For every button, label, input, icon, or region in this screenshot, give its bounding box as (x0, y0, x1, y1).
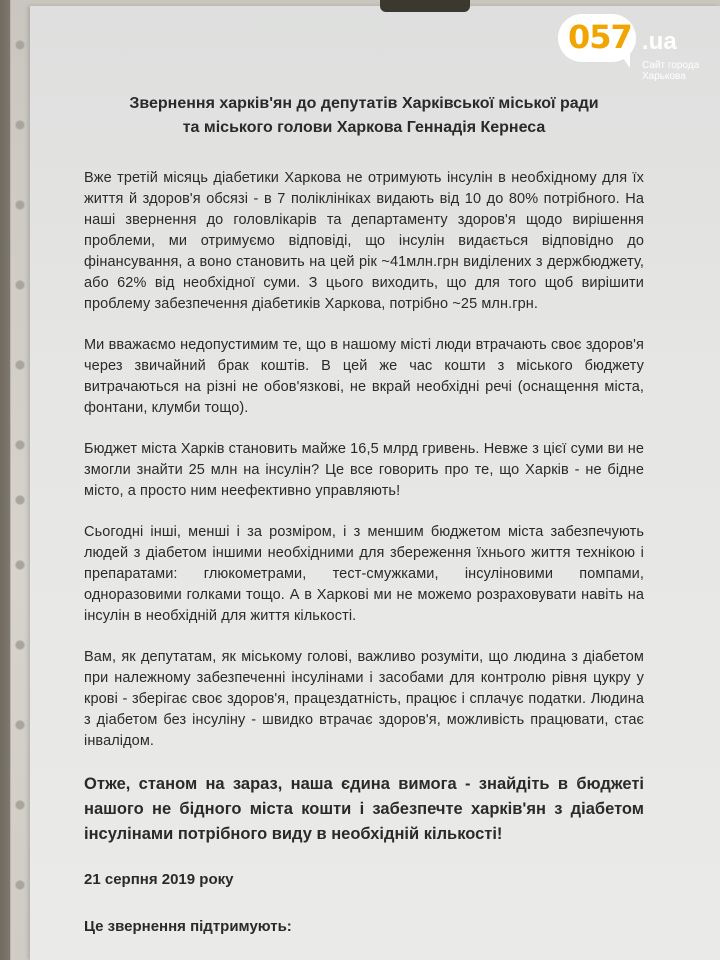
demand-statement: Отже, станом на зараз, наша єдина вимога - знайдіть в бюджеті нашого не бідного міста кошти і забезпечте харків'ян з діабетом інсулінами потрібного виду в необхідній кількості! (84, 775, 644, 843)
title-line-2: та міського голови Харкова Геннадія Кернеса (182, 119, 546, 136)
paragraph-1: Вже третій місяць діабетики Харкова не отримують інсулін в необхідному для їх життя й здоров'я обсязі - в 7 поліклініках видають від 10 до 80% потрібного. На наші звернення до головлікарів та департаменту здоров'я щодо вирішення проблеми, ми отримуємо відповіді, що інсулін видається відповідно до фінансування, а воно становить на цей рік ~41млн.грн виділених з держбюджету, або 62% від необхідної суми. З цього виходить, що для того щоб вирішити проблему забезпечення діабетиків Харкова, потрібно ~25 млн.грн. (84, 170, 644, 312)
paragraph-4: Сьогодні інші, менші і за розміром, і з меншим бюджетом міста забезпечують людей з діабетом іншими необхідними для збереження їхнього життя технікою і препаратами: глюкометрами, тест-смужками, інсуліновими помпами, одноразовими голками тощо. А в Харкові ми не можемо розраховувати навіть на інсулін в необхідній для життя кількості. (84, 524, 644, 624)
logo-subtitle (642, 60, 712, 82)
finger-shadow (380, 0, 470, 12)
document-date: 21 серпня 2019 року (84, 871, 234, 888)
paragraph-2: Ми вважаємо недопустимим те, що в нашому місті люди втрачають своє здоров'я через звичайний брак коштів. В цей же час кошти з міського бюджету витрачаються на різні не обов'язкові, не вкрай необхідні речі (оснащення міста, фонтани, клумби тощо). (84, 337, 644, 416)
logo-number: 057 (568, 18, 632, 56)
logo-subtitle-line-2: Харькова (642, 71, 686, 82)
site-logo[interactable] (558, 14, 708, 92)
supporters-heading: Це звернення підтримують: (84, 918, 292, 935)
paragraph-5: Вам, як депутатам, як міському голові, важливо розуміти, що людина з діабетом при належному забезпеченні інсулінами і засобами для контролю рівня цукру у крові - зберігає своє здоров'я, працездатність, працює і сплачує податки. Людина з діабетом без інсуліну - швидко втрачає здоров'я, можливість працювати, стає інвалідом. (84, 649, 644, 749)
paragraph-3: Бюджет міста Харків становить майже 16,5 млрд гривень. Невже з цієї суми ви не змогли знайти 25 млн на інсулін? Це все говорить про те, що Харків - не бідне місто, а просто ним неефективно управляють! (84, 441, 644, 499)
binder-holes (15, 0, 25, 960)
logo-domain: .ua (642, 28, 677, 55)
title-line-1: Звернення харків'ян до депутатів Харківської міської ради (129, 95, 599, 112)
appeal-document (84, 92, 644, 935)
document-title (84, 92, 644, 140)
logo-subtitle-line-1: Сайт города (642, 60, 700, 71)
